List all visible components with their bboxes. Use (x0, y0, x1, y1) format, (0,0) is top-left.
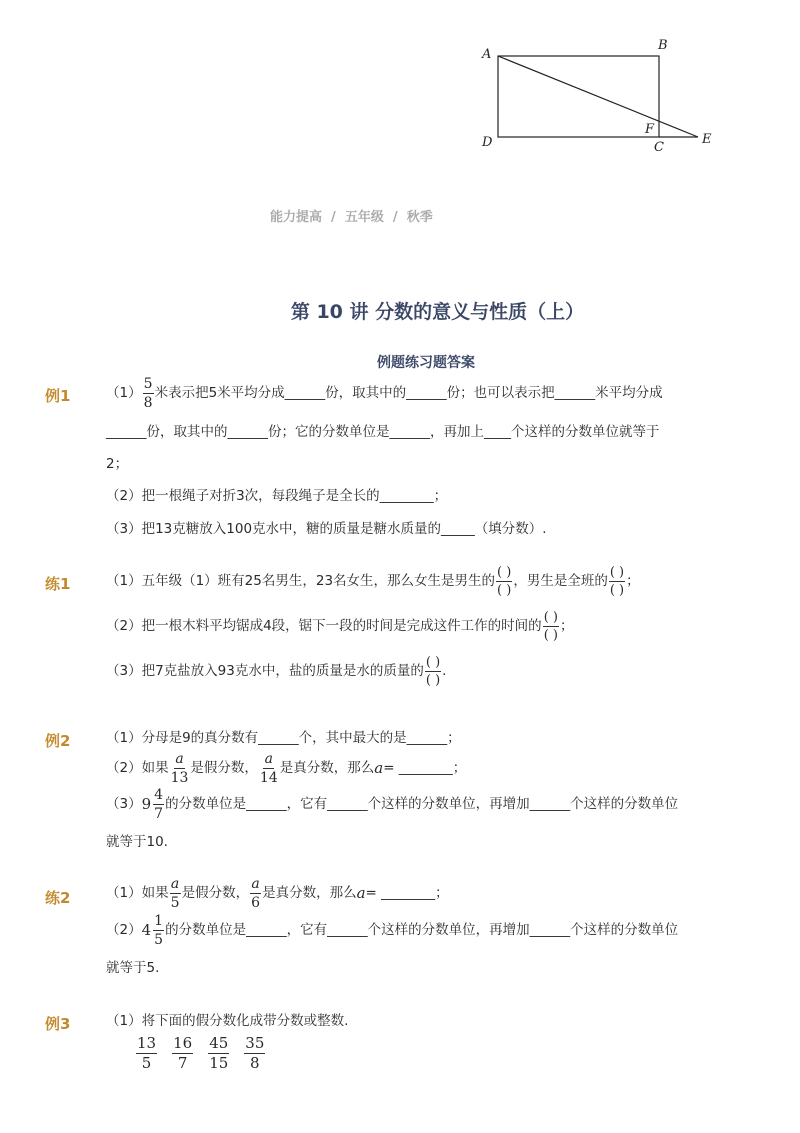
pr1-q1-text-b: ，男生是全班的 (513, 572, 608, 589)
label-c: C (654, 140, 664, 155)
fraction-denominator: 14 (259, 770, 278, 786)
pr2-q1-text-b: 是假分数， (181, 884, 250, 901)
pr1-q3-text-b: . (442, 662, 447, 679)
label-e: E (702, 132, 712, 147)
pr1-question-1 (106, 566, 640, 597)
fraction-denominator: 8 (143, 395, 153, 411)
breadcrumb: 能力提高 / 五年级 / 秋季 (270, 210, 433, 225)
ex2-q3-text: 的分数单位是______，它有______个这样的分数单位，再增加______个这样的分数单位 (165, 795, 679, 812)
variable-a: a (356, 884, 366, 902)
blank-denominator: ( ) (609, 583, 625, 598)
mixed-number-whole: 4 (141, 921, 152, 939)
fraction-1-5 (153, 914, 164, 947)
segment-ae (498, 56, 698, 137)
fraction-numerator: a (264, 751, 273, 767)
fraction-numerator: 16 (173, 1034, 193, 1052)
pr1-q2-text-a: （2）把一根木料平均锯成4段，锯下一段的时间是完成这件工作的时间的 (106, 617, 542, 634)
fraction-denominator: 5 (170, 895, 180, 911)
blank-fraction (543, 611, 559, 642)
blank-denominator: ( ) (543, 628, 558, 643)
fraction-a-6 (250, 877, 261, 910)
fraction-denominator: 13 (170, 770, 189, 786)
label-f: F (645, 122, 655, 137)
pr2-q1-text-d: = ________； (365, 884, 449, 901)
practice-1-tag: 练1 (45, 575, 71, 593)
pr2-question-2 (106, 914, 678, 947)
ex1-q1-text: 米表示把5米平均分成______份，取其中的______份；也可以表示把______米平均分成 (154, 384, 663, 401)
pr2-q2-prefix: （2） (106, 921, 142, 938)
ex2-question-3-end: 就等于10. (106, 834, 168, 850)
ex2-question-2 (106, 752, 466, 785)
ex2-q2-text-c: 是真分数，那么 (279, 759, 375, 776)
blank-fraction (425, 656, 441, 687)
fraction-5-8 (143, 377, 154, 410)
fraction-denominator: 8 (250, 1054, 260, 1072)
ex1-question-2: （2）把一根绳子对折3次，每段绳子是全长的________； (106, 488, 448, 504)
blank-fraction (496, 566, 512, 597)
blank-numerator: ( ) (543, 610, 558, 625)
fraction-denominator: 7 (177, 1054, 188, 1072)
fraction-denominator: 7 (154, 806, 164, 822)
ex1-question-3: （3）把13克糖放入100克水中，糖的质量是糖水质量的_____（填分数）. (106, 521, 547, 537)
fraction-numerator: 5 (143, 376, 153, 392)
blank-numerator: ( ) (425, 655, 441, 670)
blank-numerator: ( ) (609, 565, 625, 580)
example-3-tag: 例3 (45, 1015, 71, 1033)
fraction-45-15 (208, 1036, 229, 1071)
rectangle-abcd (498, 56, 659, 137)
fraction-numerator: 35 (245, 1034, 265, 1052)
label-d: D (482, 135, 493, 150)
fraction-numerator: a (175, 751, 184, 767)
pr1-q1-text-c: ； (626, 572, 640, 589)
fraction-denominator: 5 (141, 1054, 152, 1072)
ex2-question-1: （1）分母是9的真分数有______个，其中最大的是______； (106, 730, 461, 746)
example-2-tag: 例2 (45, 732, 71, 750)
fraction-denominator: 5 (154, 932, 164, 948)
pr1-q3-text-a: （3）把7克盐放入93克水中，盐的质量是水的质量的 (106, 662, 424, 679)
label-a: A (482, 47, 492, 62)
ex1-q1-prefix: （1） (106, 384, 142, 401)
blank-denominator: ( ) (497, 583, 512, 598)
blank-fraction (609, 566, 625, 597)
pr2-q1-text-c: 是真分数，那么 (262, 884, 357, 901)
practice-2-tag: 练2 (45, 889, 71, 907)
blank-numerator: ( ) (497, 565, 512, 580)
improper-fraction-list (135, 1036, 279, 1071)
variable-a: a (374, 759, 384, 777)
ex1-question-1-end: 2； (106, 456, 129, 472)
mixed-number-whole: 9 (141, 795, 152, 813)
fraction-a-14 (259, 752, 279, 785)
fraction-13-5 (136, 1036, 157, 1071)
pr1-question-2 (106, 611, 573, 642)
fraction-a-5 (170, 877, 181, 910)
pr2-question-2-end: 就等于5. (106, 960, 160, 976)
example-1-tag: 例1 (45, 387, 71, 405)
fraction-numerator: 4 (154, 787, 164, 803)
pr2-q1-text-a: （1）如果 (106, 884, 169, 901)
fraction-denominator: 15 (209, 1054, 229, 1072)
fraction-denominator: 6 (251, 895, 261, 911)
pr2-q2-text: 的分数单位是______，它有______个这样的分数单位，再增加______个这样的分数单位 (165, 921, 679, 938)
label-b: B (658, 38, 668, 53)
pr1-question-3 (106, 656, 446, 687)
fraction-numerator: 45 (209, 1034, 229, 1052)
fraction-16-7 (172, 1036, 193, 1071)
rectangle-diagram (470, 30, 730, 160)
fraction-numerator: 1 (154, 913, 164, 929)
fraction-4-7 (153, 788, 164, 821)
fraction-a-13 (170, 752, 190, 785)
ex3-question-1: （1）将下面的假分数化成带分数或整数. (106, 1013, 349, 1029)
pr2-question-1 (106, 877, 449, 910)
ex1-question-1 (106, 377, 663, 410)
ex2-q2-text-a: （2）如果 (106, 759, 169, 776)
fraction-numerator: a (170, 876, 180, 892)
ex2-q2-text-b: 是假分数， (190, 759, 258, 776)
fraction-numerator: a (251, 876, 260, 892)
ex2-q3-prefix: （3） (106, 795, 142, 812)
pr1-q2-text-b: ； (559, 617, 574, 634)
blank-denominator: ( ) (425, 673, 441, 688)
page-title: 第 10 讲 分数的意义与性质（上） (290, 301, 585, 323)
pr1-q1-text-a: （1）五年级（1）班有25名男生，23名女生，那么女生是男生的 (106, 572, 496, 589)
ex1-question-1-cont: ______份，取其中的______份；它的分数单位是______，再加上____个这样的分数单位就等于 (106, 424, 660, 440)
ex2-question-3 (106, 788, 678, 821)
page-subtitle: 例题练习题答案 (377, 355, 475, 371)
ex2-q2-text-d: = ________； (383, 759, 467, 776)
fraction-35-8 (244, 1036, 265, 1071)
fraction-numerator: 13 (137, 1034, 157, 1052)
